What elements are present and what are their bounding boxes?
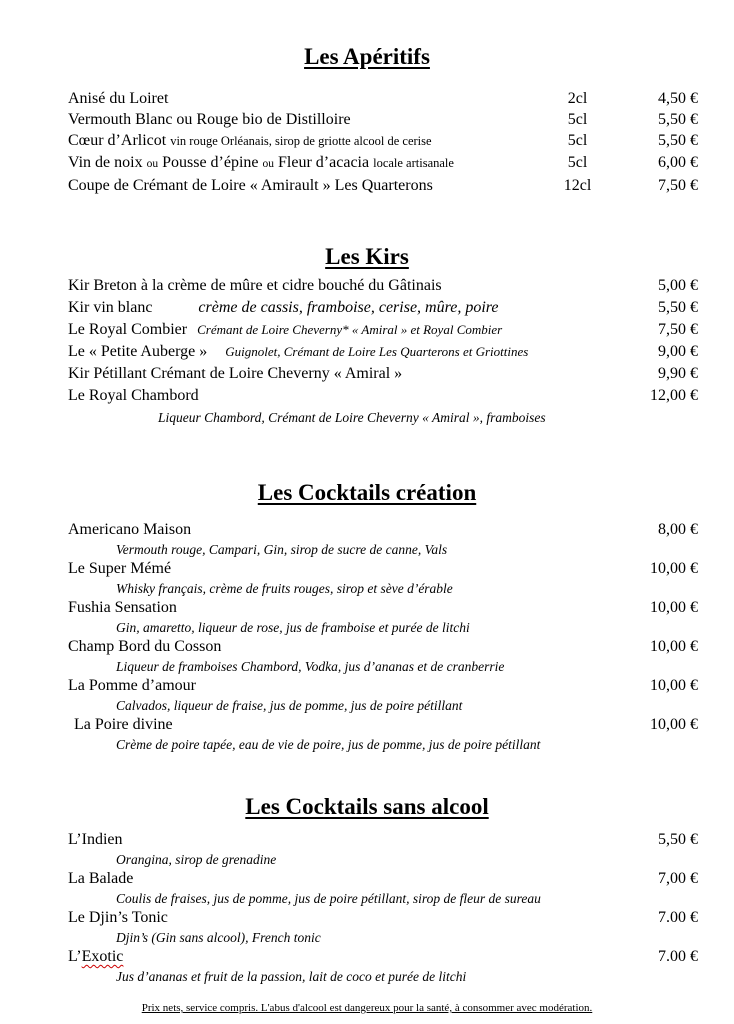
- item-name: Americano Maison: [68, 521, 192, 538]
- item-name: Kir Breton à la crème de mûre et cidre bouché du Gâtinais: [68, 277, 442, 294]
- item-name: La Poire divine: [74, 716, 173, 733]
- item-description: Crémant de Loire Cheverny* « Amiral » et Royal Combier: [197, 322, 503, 337]
- menu-item-row: [68, 385, 698, 407]
- menu-item-row: [68, 676, 698, 696]
- item-name-misspelled-word: Exotic: [81, 948, 124, 965]
- item-description: Calvados, liqueur de fraise, jus de pomme, jus de poire pétillant: [116, 698, 463, 713]
- item-description: Jus d’ananas et fruit de la passion, lait de coco et purée de litchi: [116, 969, 467, 984]
- item-price: 6,00 €: [658, 154, 698, 171]
- item-name: L’Indien: [68, 831, 123, 848]
- section-title-kirs: Les Kirs: [325, 244, 409, 269]
- item-price: 4,50 €: [658, 90, 698, 107]
- item-price: 5,50 €: [658, 299, 698, 316]
- item-name: [68, 152, 545, 175]
- item-description: Djin’s (Gin sans alcool), French tonic: [116, 930, 321, 945]
- item-name: Kir Pétillant Crémant de Loire Cheverny « Amiral »: [68, 365, 403, 382]
- item-name-part: Fleur d’acacia: [278, 154, 370, 171]
- item-price: 10,00 €: [650, 638, 698, 655]
- item-price: 7,50 €: [658, 321, 698, 338]
- item-description: Liqueur de framboises Chambord, Vodka, jus d’ananas et de cranberrie: [116, 659, 505, 674]
- item-name: [68, 130, 545, 152]
- item-volume: 5cl: [567, 111, 588, 128]
- item-name: La Pomme d’amour: [68, 677, 196, 694]
- item-description: Vermouth rouge, Campari, Gin, sirop de sucre de canne, Vals: [116, 542, 448, 557]
- section-aperitifs: [0, 42, 734, 196]
- menu-item-row: [68, 297, 698, 319]
- item-name-prefix: L’: [68, 948, 82, 965]
- item-name-connector: ou: [262, 158, 275, 170]
- item-price: 10,00 €: [650, 599, 698, 616]
- menu-item-row: [68, 319, 698, 341]
- item-name-main: Le « Petite Auberge »: [68, 343, 208, 360]
- menu-item-row: [68, 275, 698, 297]
- item-name: La Balade: [68, 870, 134, 887]
- legal-footer-text: Prix nets, service compris. L'abus d'alcool est dangereux pour la santé, à consommer avec modération.: [141, 1002, 593, 1014]
- item-name: Anisé du Loiret: [68, 90, 169, 107]
- cocktails-sans-alcool-list: [68, 830, 698, 986]
- item-price: 10,00 €: [650, 716, 698, 733]
- menu-item-row: [68, 130, 698, 152]
- item-description: Gin, amaretto, liqueur de rose, jus de framboise et purée de litchi: [116, 620, 470, 635]
- item-name-main: Le Royal Combier: [68, 321, 188, 338]
- item-price: 5,00 €: [658, 277, 698, 294]
- aperitifs-list: [68, 88, 698, 196]
- item-name: Coupe de Crémant de Loire « Amirault » Les Quarterons: [68, 177, 433, 194]
- menu-item-row: [68, 109, 698, 130]
- menu-item-row: [68, 175, 698, 196]
- section-kirs: [0, 242, 734, 428]
- menu-item-row: [68, 947, 698, 967]
- item-name: [68, 947, 610, 967]
- item-name: Le Royal Chambord: [68, 387, 199, 404]
- menu-item-row: [68, 363, 698, 385]
- item-volume: 5cl: [567, 132, 588, 149]
- cocktails-creation-list: [68, 520, 698, 754]
- item-description: crème de cassis, framboise, cerise, mûre, poire: [198, 299, 499, 316]
- item-name: [68, 297, 610, 319]
- menu-item-row: [68, 908, 698, 928]
- item-volume: 5cl: [567, 154, 588, 171]
- item-price: 5,50 €: [658, 132, 698, 149]
- item-price: 10,00 €: [650, 677, 698, 694]
- item-name-connector: ou: [146, 158, 159, 170]
- item-price: 7.00 €: [658, 909, 698, 926]
- menu-item-row: [68, 715, 698, 735]
- item-name: Champ Bord du Cosson: [68, 638, 222, 655]
- item-name: Fushia Sensation: [68, 599, 177, 616]
- section-cocktails-sans-alcool: [0, 792, 734, 986]
- item-name: Le Super Mémé: [68, 560, 172, 577]
- item-price: 5,50 €: [658, 111, 698, 128]
- item-name-main: Kir vin blanc: [68, 299, 153, 316]
- item-price: 8,00 €: [658, 521, 698, 538]
- item-description: Liqueur Chambord, Crémant de Loire Cheverny « Amiral », framboises: [158, 410, 546, 425]
- menu-item-row: [68, 598, 698, 618]
- kirs-list: [68, 275, 698, 428]
- item-price: 7.00 €: [658, 948, 698, 965]
- item-price: 5,50 €: [658, 831, 698, 848]
- menu-item-row: [68, 559, 698, 579]
- section-title-aperitifs: Les Apéritifs: [304, 44, 430, 69]
- menu-item-row: [68, 341, 698, 363]
- menu-item-row: [68, 152, 698, 175]
- item-name-part: Vin de noix: [68, 154, 143, 171]
- section-title-cocktails-sans-alcool: Les Cocktails sans alcool: [245, 794, 489, 819]
- item-price: 12,00 €: [650, 387, 698, 404]
- item-name: [68, 341, 610, 363]
- menu-item-row: [68, 88, 698, 109]
- item-description: Whisky français, crème de fruits rouges, sirop et sève d’érable: [116, 581, 453, 596]
- item-price: 9,90 €: [658, 365, 698, 382]
- legal-footer: [0, 1002, 734, 1014]
- item-note: vin rouge Orléanais, sirop de griotte alcool de cerise: [170, 134, 432, 148]
- menu-item-row: [68, 869, 698, 889]
- item-description: Orangina, sirop de grenadine: [116, 852, 277, 867]
- item-volume: 2cl: [567, 90, 588, 107]
- item-price: 7,00 €: [658, 870, 698, 887]
- section-cocktails-creation: [0, 478, 734, 754]
- item-price: 7,50 €: [658, 177, 698, 194]
- menu-item-row: [68, 830, 698, 850]
- item-name: Vermouth Blanc ou Rouge bio de Distilloire: [68, 111, 351, 128]
- item-name: Le Djin’s Tonic: [68, 909, 168, 926]
- item-price: 10,00 €: [650, 560, 698, 577]
- item-note: locale artisanale: [373, 156, 454, 170]
- item-description: Guignolet, Crémant de Loire Les Quarterons et Griottines: [225, 344, 529, 359]
- item-name: [68, 319, 610, 341]
- item-price: 9,00 €: [658, 343, 698, 360]
- item-name-part: Pousse d’épine: [162, 154, 259, 171]
- item-name-main: Cœur d’Arlicot: [68, 132, 167, 149]
- item-volume: 12cl: [563, 177, 592, 194]
- item-description: Crème de poire tapée, eau de vie de poire, jus de pomme, jus de poire pétillant: [116, 737, 541, 752]
- item-description: Coulis de fraises, jus de pomme, jus de poire pétillant, sirop de fleur de sureau: [116, 891, 541, 906]
- menu-item-row: [68, 637, 698, 657]
- section-title-cocktails-creation: Les Cocktails création: [257, 480, 477, 505]
- menu-item-row: [68, 520, 698, 540]
